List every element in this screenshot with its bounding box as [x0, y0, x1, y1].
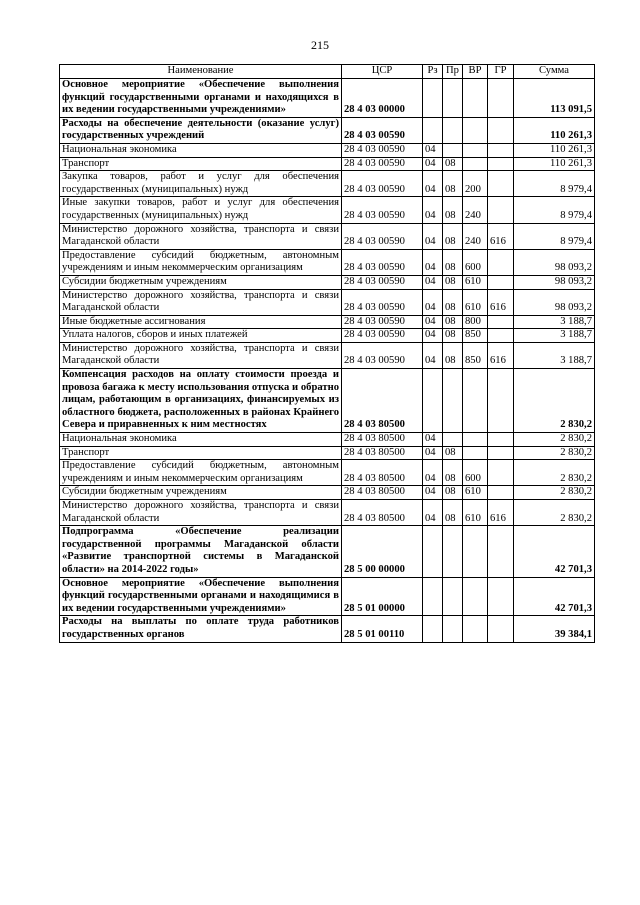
- cell-gr: [488, 526, 514, 577]
- cell-pr: 08: [443, 486, 463, 500]
- header-vr: ВР: [463, 65, 488, 79]
- cell-csr: 28 5 01 00000: [342, 577, 423, 616]
- cell-rz: [423, 577, 443, 616]
- cell-sum: 42 701,3: [514, 577, 595, 616]
- header-sum: Сумма: [514, 65, 595, 79]
- cell-pr: 08: [443, 446, 463, 460]
- cell-gr: 616: [488, 342, 514, 368]
- cell-rz: 04: [423, 249, 443, 275]
- cell-sum: 110 261,3: [514, 143, 595, 157]
- cell-name: Министерство дорожного хозяйства, транспорта и связи Магаданской области: [60, 223, 342, 249]
- cell-rz: 04: [423, 500, 443, 526]
- cell-csr: 28 4 03 00590: [342, 329, 423, 343]
- cell-csr: 28 5 01 00110: [342, 616, 423, 642]
- table-row: [60, 616, 595, 642]
- cell-sum: 2 830,2: [514, 446, 595, 460]
- cell-gr: [488, 329, 514, 343]
- cell-vr: 240: [463, 197, 488, 223]
- cell-gr: [488, 446, 514, 460]
- cell-csr: 28 4 03 00590: [342, 197, 423, 223]
- cell-pr: [443, 79, 463, 118]
- cell-vr: [463, 446, 488, 460]
- cell-pr: 08: [443, 500, 463, 526]
- cell-gr: [488, 117, 514, 143]
- cell-pr: 08: [443, 249, 463, 275]
- cell-pr: 08: [443, 460, 463, 486]
- cell-sum: 2 830,2: [514, 500, 595, 526]
- table-row: [60, 289, 595, 315]
- cell-pr: [443, 143, 463, 157]
- table-row: [60, 577, 595, 616]
- cell-pr: [443, 369, 463, 433]
- cell-vr: 800: [463, 315, 488, 329]
- cell-pr: 08: [443, 157, 463, 171]
- cell-name: Субсидии бюджетным учреждениям: [60, 486, 342, 500]
- cell-csr: 28 4 03 00590: [342, 315, 423, 329]
- header-name: Наименование: [60, 65, 342, 79]
- cell-name: Подпрограмма «Обеспечение реализации государственной программы Магаданской области «Развитие транспортной системы в Магаданской области» на 2014-2022 годы»: [60, 526, 342, 577]
- cell-rz: 04: [423, 223, 443, 249]
- cell-csr: 28 4 03 00590: [342, 342, 423, 368]
- table-row: [60, 315, 595, 329]
- cell-gr: [488, 275, 514, 289]
- cell-csr: 28 4 03 80500: [342, 446, 423, 460]
- cell-gr: [488, 79, 514, 118]
- cell-gr: [488, 486, 514, 500]
- cell-name: Основное мероприятие «Обеспечение выполнения функций государственными органами и находящимися в их ведении государственными учреждениями»: [60, 577, 342, 616]
- cell-sum: 98 093,2: [514, 289, 595, 315]
- cell-sum: 113 091,5: [514, 79, 595, 118]
- cell-sum: 98 093,2: [514, 249, 595, 275]
- cell-gr: 616: [488, 500, 514, 526]
- cell-name: Уплата налогов, сборов и иных платежей: [60, 329, 342, 343]
- table-row: [60, 171, 595, 197]
- cell-gr: 616: [488, 223, 514, 249]
- cell-gr: [488, 577, 514, 616]
- cell-vr: [463, 369, 488, 433]
- budget-table: [59, 64, 595, 643]
- cell-vr: [463, 433, 488, 447]
- cell-name: Расходы на выплаты по оплате труда работников государственных органов: [60, 616, 342, 642]
- cell-vr: [463, 577, 488, 616]
- cell-sum: 8 979,4: [514, 171, 595, 197]
- cell-csr: 28 4 03 00590: [342, 275, 423, 289]
- cell-vr: 610: [463, 486, 488, 500]
- cell-pr: 08: [443, 197, 463, 223]
- cell-vr: [463, 616, 488, 642]
- cell-rz: 04: [423, 486, 443, 500]
- table-row: [60, 157, 595, 171]
- cell-gr: [488, 157, 514, 171]
- cell-sum: 110 261,3: [514, 157, 595, 171]
- cell-name: Министерство дорожного хозяйства, транспорта и связи Магаданской области: [60, 289, 342, 315]
- cell-vr: [463, 79, 488, 118]
- cell-name: Закупка товаров, работ и услуг для обеспечения государственных (муниципальных) нужд: [60, 171, 342, 197]
- cell-name: Транспорт: [60, 157, 342, 171]
- table-row: [60, 223, 595, 249]
- cell-name: Национальная экономика: [60, 143, 342, 157]
- cell-pr: 08: [443, 315, 463, 329]
- cell-vr: [463, 143, 488, 157]
- cell-pr: 08: [443, 275, 463, 289]
- cell-sum: 3 188,7: [514, 329, 595, 343]
- cell-pr: 08: [443, 223, 463, 249]
- cell-csr: 28 4 03 00590: [342, 289, 423, 315]
- cell-name: Субсидии бюджетным учреждениям: [60, 275, 342, 289]
- cell-rz: [423, 117, 443, 143]
- cell-sum: 39 384,1: [514, 616, 595, 642]
- cell-pr: [443, 117, 463, 143]
- cell-csr: 28 4 03 80500: [342, 486, 423, 500]
- cell-csr: 28 4 03 00590: [342, 117, 423, 143]
- cell-rz: 04: [423, 157, 443, 171]
- cell-pr: [443, 526, 463, 577]
- header-pr: Пр: [443, 65, 463, 79]
- cell-csr: 28 4 03 80500: [342, 433, 423, 447]
- table-row: [60, 117, 595, 143]
- cell-name: Министерство дорожного хозяйства, транспорта и связи Магаданской области: [60, 342, 342, 368]
- cell-vr: 850: [463, 329, 488, 343]
- cell-vr: 200: [463, 171, 488, 197]
- cell-rz: 04: [423, 143, 443, 157]
- cell-vr: 600: [463, 249, 488, 275]
- cell-vr: 610: [463, 500, 488, 526]
- table-body: [60, 79, 595, 643]
- cell-sum: 3 188,7: [514, 342, 595, 368]
- table-row: [60, 433, 595, 447]
- cell-sum: 8 979,4: [514, 197, 595, 223]
- cell-name: Национальная экономика: [60, 433, 342, 447]
- table-row: [60, 249, 595, 275]
- cell-vr: 610: [463, 289, 488, 315]
- cell-gr: [488, 197, 514, 223]
- cell-sum: 8 979,4: [514, 223, 595, 249]
- cell-csr: 28 4 03 00000: [342, 79, 423, 118]
- cell-rz: 04: [423, 329, 443, 343]
- cell-csr: 28 4 03 00590: [342, 157, 423, 171]
- cell-gr: 616: [488, 289, 514, 315]
- header-csr: ЦСР: [342, 65, 423, 79]
- cell-vr: 240: [463, 223, 488, 249]
- cell-gr: [488, 249, 514, 275]
- cell-vr: [463, 157, 488, 171]
- cell-pr: 08: [443, 342, 463, 368]
- table-row: [60, 500, 595, 526]
- cell-gr: [488, 171, 514, 197]
- cell-rz: [423, 369, 443, 433]
- cell-name: Министерство дорожного хозяйства, транспорта и связи Магаданской области: [60, 500, 342, 526]
- cell-gr: [488, 433, 514, 447]
- table-row: [60, 526, 595, 577]
- cell-rz: 04: [423, 197, 443, 223]
- header-gr: ГР: [488, 65, 514, 79]
- cell-pr: 08: [443, 289, 463, 315]
- cell-sum: 2 830,2: [514, 460, 595, 486]
- cell-rz: 04: [423, 315, 443, 329]
- table-row: [60, 79, 595, 118]
- cell-rz: 04: [423, 171, 443, 197]
- cell-gr: [488, 369, 514, 433]
- table-row: [60, 143, 595, 157]
- cell-name: Основное мероприятие «Обеспечение выполнения функций государственными органами и находящихся в их ведении государственными учреждениями»: [60, 79, 342, 118]
- cell-vr: 600: [463, 460, 488, 486]
- cell-gr: [488, 315, 514, 329]
- cell-rz: [423, 616, 443, 642]
- table-row: [60, 342, 595, 368]
- cell-pr: [443, 577, 463, 616]
- cell-csr: 28 4 03 80500: [342, 500, 423, 526]
- cell-csr: 28 5 00 00000: [342, 526, 423, 577]
- table-row: [60, 460, 595, 486]
- table-row: [60, 275, 595, 289]
- cell-name: Транспорт: [60, 446, 342, 460]
- cell-rz: 04: [423, 460, 443, 486]
- cell-pr: [443, 616, 463, 642]
- cell-csr: 28 4 03 00590: [342, 143, 423, 157]
- cell-csr: 28 4 03 80500: [342, 460, 423, 486]
- table-row: [60, 197, 595, 223]
- cell-name: Расходы на обеспечение деятельности (оказание услуг) государственных учреждений: [60, 117, 342, 143]
- cell-pr: [443, 433, 463, 447]
- cell-gr: [488, 143, 514, 157]
- cell-sum: 110 261,3: [514, 117, 595, 143]
- page-number: 215: [311, 38, 329, 52]
- header-rz: Рз: [423, 65, 443, 79]
- cell-sum: 2 830,2: [514, 486, 595, 500]
- cell-name: Иные бюджетные ассигнования: [60, 315, 342, 329]
- cell-name: Предоставление субсидий бюджетным, автономным учреждениям и иным некоммерческим организациям: [60, 249, 342, 275]
- cell-gr: [488, 616, 514, 642]
- cell-csr: 28 4 03 00590: [342, 249, 423, 275]
- cell-pr: 08: [443, 329, 463, 343]
- cell-rz: [423, 526, 443, 577]
- table-row: [60, 446, 595, 460]
- cell-vr: 610: [463, 275, 488, 289]
- cell-csr: 28 4 03 80500: [342, 369, 423, 433]
- cell-sum: 2 830,2: [514, 369, 595, 433]
- cell-vr: [463, 526, 488, 577]
- table-row: [60, 369, 595, 433]
- cell-name: Компенсация расходов на оплату стоимости проезда и провоза багажа к месту использования отпуска и обратно лицам, работающим в организациях, финансируемых из областного бюджета, расположенных в районах Крайнего Севера и приравненных к ним местностях: [60, 369, 342, 433]
- cell-rz: 04: [423, 446, 443, 460]
- cell-rz: 04: [423, 289, 443, 315]
- table-row: [60, 486, 595, 500]
- cell-sum: 2 830,2: [514, 433, 595, 447]
- cell-rz: 04: [423, 275, 443, 289]
- cell-pr: 08: [443, 171, 463, 197]
- cell-vr: 850: [463, 342, 488, 368]
- cell-sum: 3 188,7: [514, 315, 595, 329]
- table-header-row: [60, 65, 595, 79]
- table-row: [60, 329, 595, 343]
- cell-name: Предоставление субсидий бюджетным, автономным учреждениям и иным некоммерческим организациям: [60, 460, 342, 486]
- cell-sum: 98 093,2: [514, 275, 595, 289]
- cell-sum: 42 701,3: [514, 526, 595, 577]
- cell-name: Иные закупки товаров, работ и услуг для обеспечения государственных (муниципальных) нужд: [60, 197, 342, 223]
- cell-gr: [488, 460, 514, 486]
- cell-csr: 28 4 03 00590: [342, 171, 423, 197]
- cell-rz: 04: [423, 342, 443, 368]
- cell-rz: 04: [423, 433, 443, 447]
- cell-csr: 28 4 03 00590: [342, 223, 423, 249]
- cell-vr: [463, 117, 488, 143]
- cell-rz: [423, 79, 443, 118]
